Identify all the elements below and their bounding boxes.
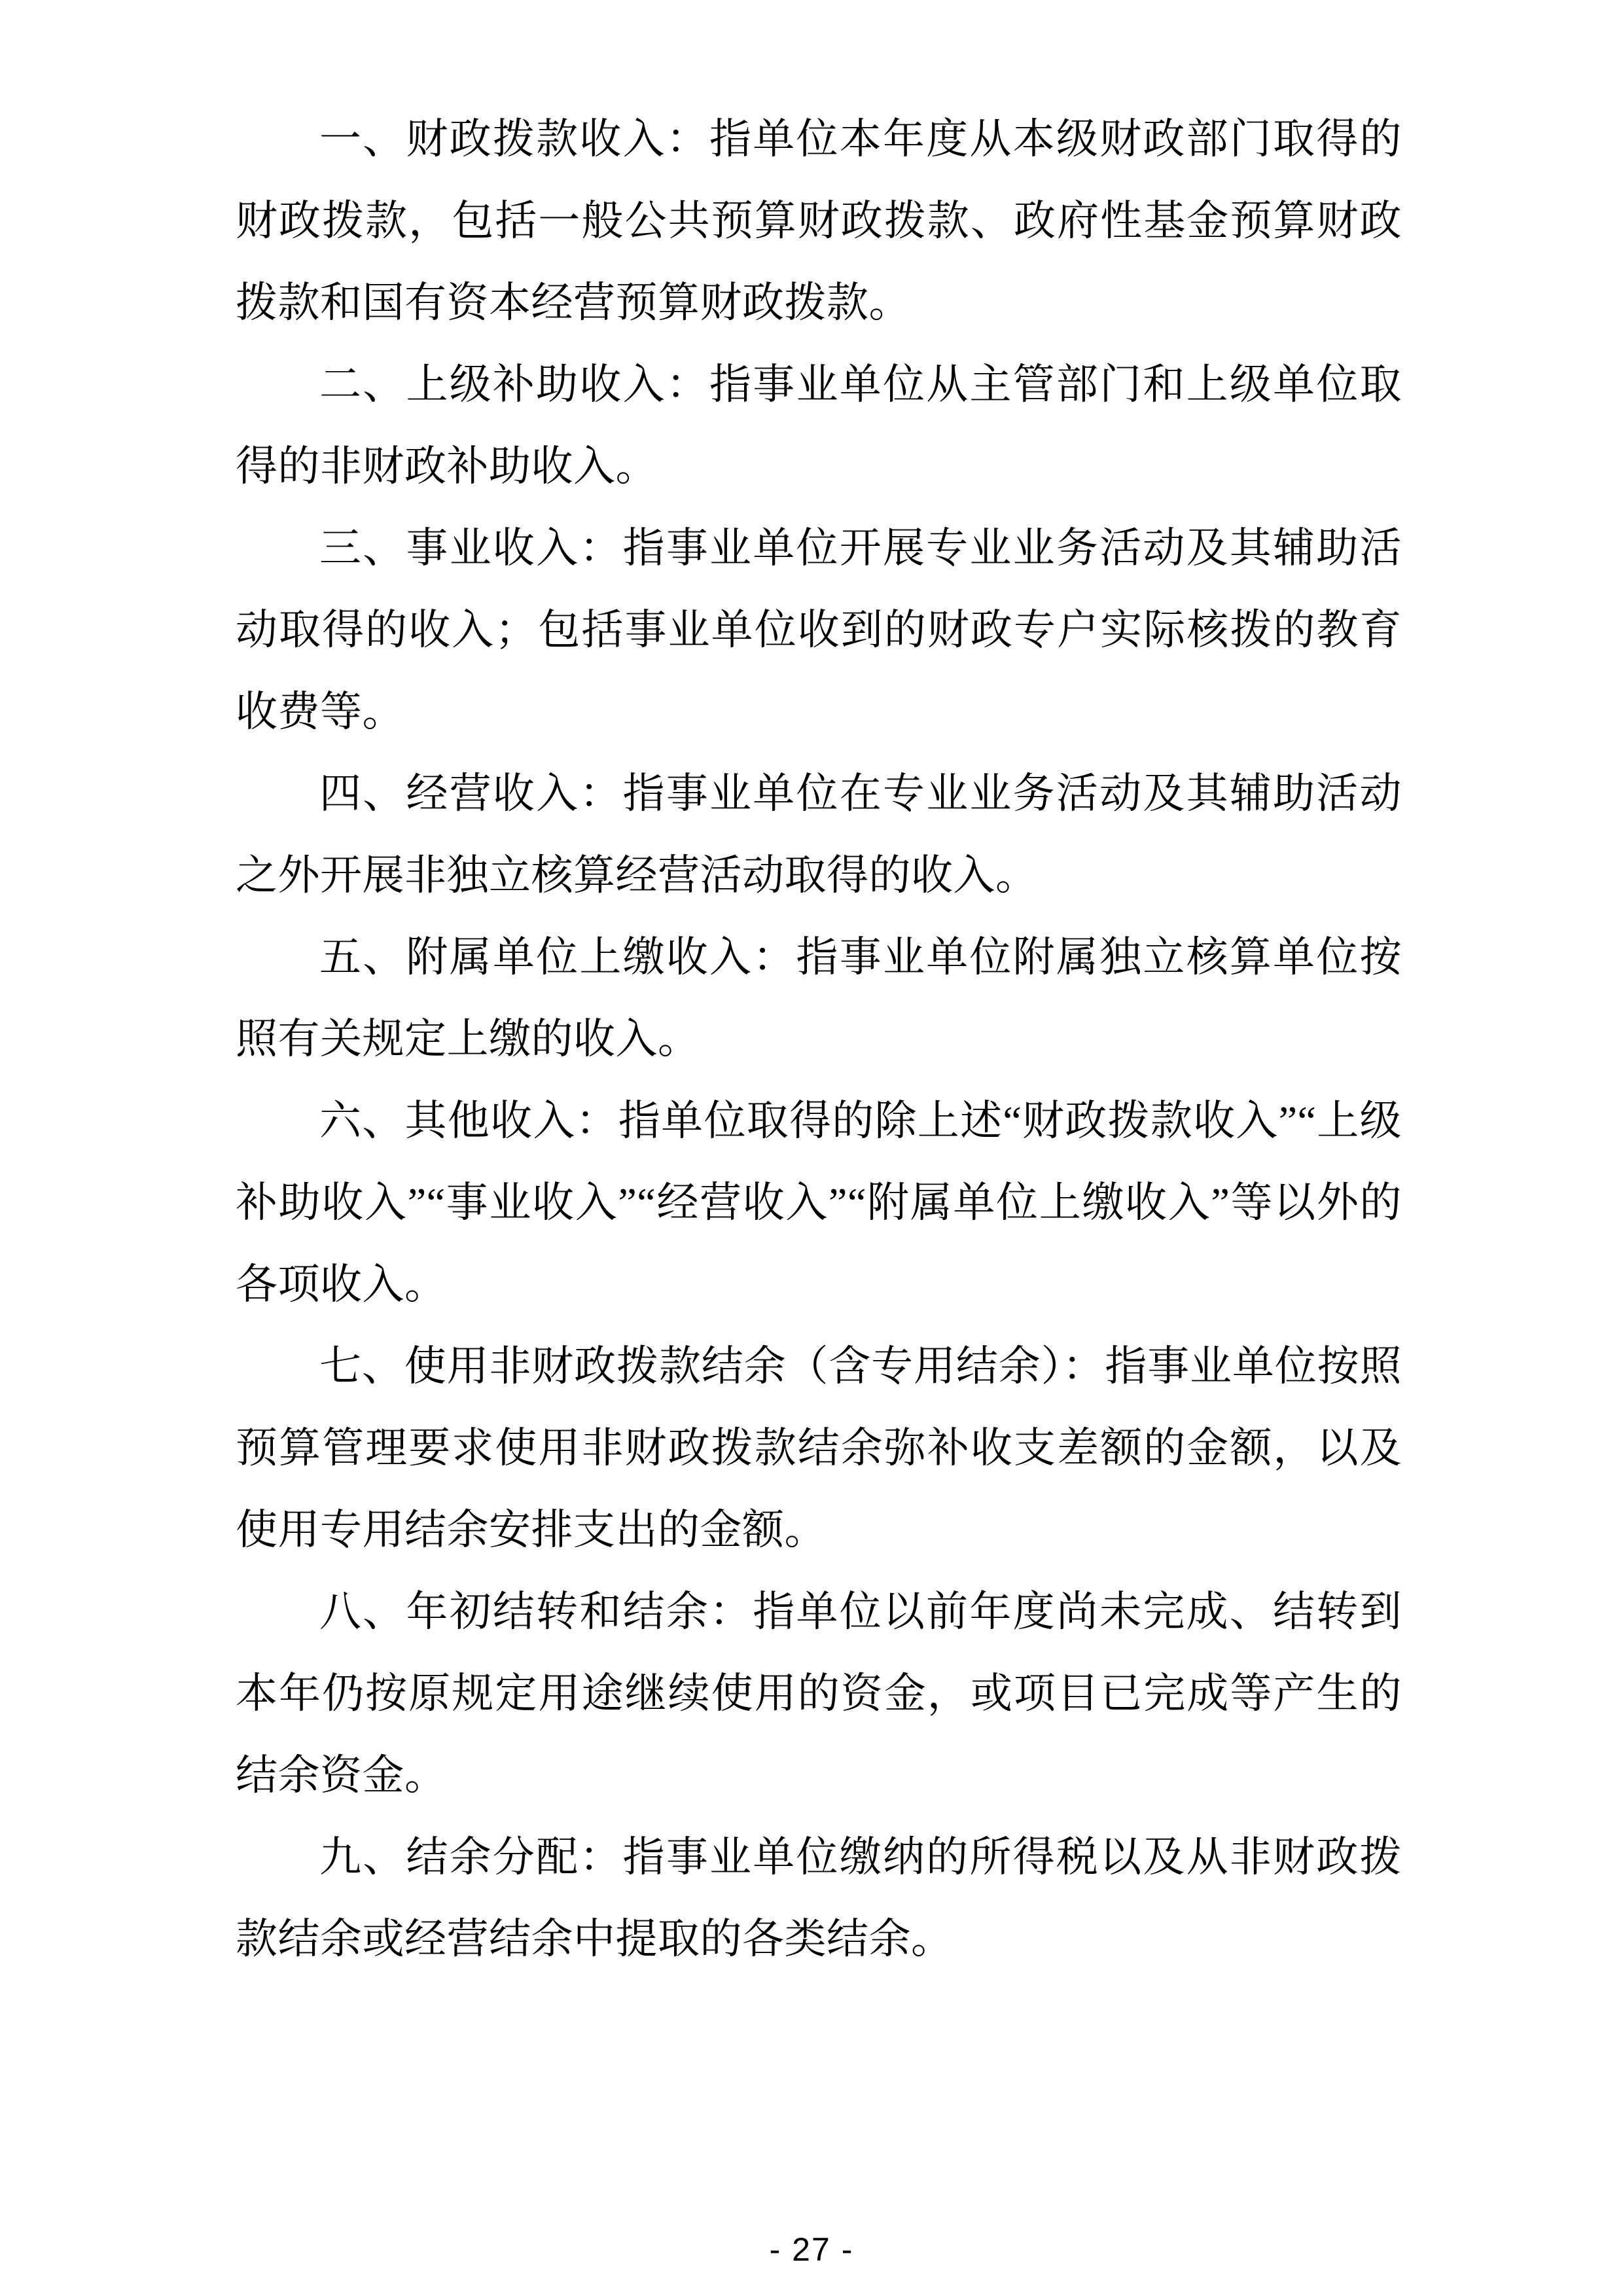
paragraph-7-non-fiscal-surplus-usage: 七、使用非财政拨款结余（含专用结余）：指事业单位按照预算管理要求使用非财政拨款结余弥补收支差额的金额，以及使用专用结余安排支出的金额。 [236,1343,1402,1553]
paragraph-9-surplus-distribution: 九、结余分配：指事业单位缴纳的所得税以及从非财政拨款结余或经营结余中提取的各类结余。 [236,1834,1402,1962]
page-footer [0,2231,1623,2269]
paragraph-1-fiscal-appropriation-income: 一、财政拨款收入：指单位本年度从本级财政部门取得的财政拨款，包括一般公共预算财政拨款、政府性基金预算财政拨款和国有资本经营预算财政拨款。 [236,116,1402,326]
paragraph-8-carryover-and-surplus: 八、年初结转和结余：指单位以前年度尚未完成、结转到本年仍按原规定用途继续使用的资金，或项目已完成等产生的结余资金。 [236,1588,1402,1799]
page-number: - 27 - [769,2231,854,2268]
document-body [236,98,1402,1980]
paragraph-4-business-income: 四、经营收入：指事业单位在专业业务活动及其辅助活动之外开展非独立核算经营活动取得的收入。 [236,770,1402,899]
paragraph-5-affiliated-unit-remittance-income: 五、附属单位上缴收入：指事业单位附属独立核算单位按照有关规定上缴的收入。 [236,934,1402,1062]
paragraph-6-other-income: 六、其他收入：指单位取得的除上述“财政拨款收入”“上级补助收入”“事业收入”“经营收入”“附属单位上缴收入”等以外的各项收入。 [236,1098,1402,1308]
paragraph-3-operational-income: 三、事业收入：指事业单位开展专业业务活动及其辅助活动取得的收入；包括事业单位收到的财政专户实际核拨的教育收费等。 [236,525,1402,735]
paragraph-2-superior-subsidy-income: 二、上级补助收入：指事业单位从主管部门和上级单位取得的非财政补助收入。 [236,361,1402,490]
